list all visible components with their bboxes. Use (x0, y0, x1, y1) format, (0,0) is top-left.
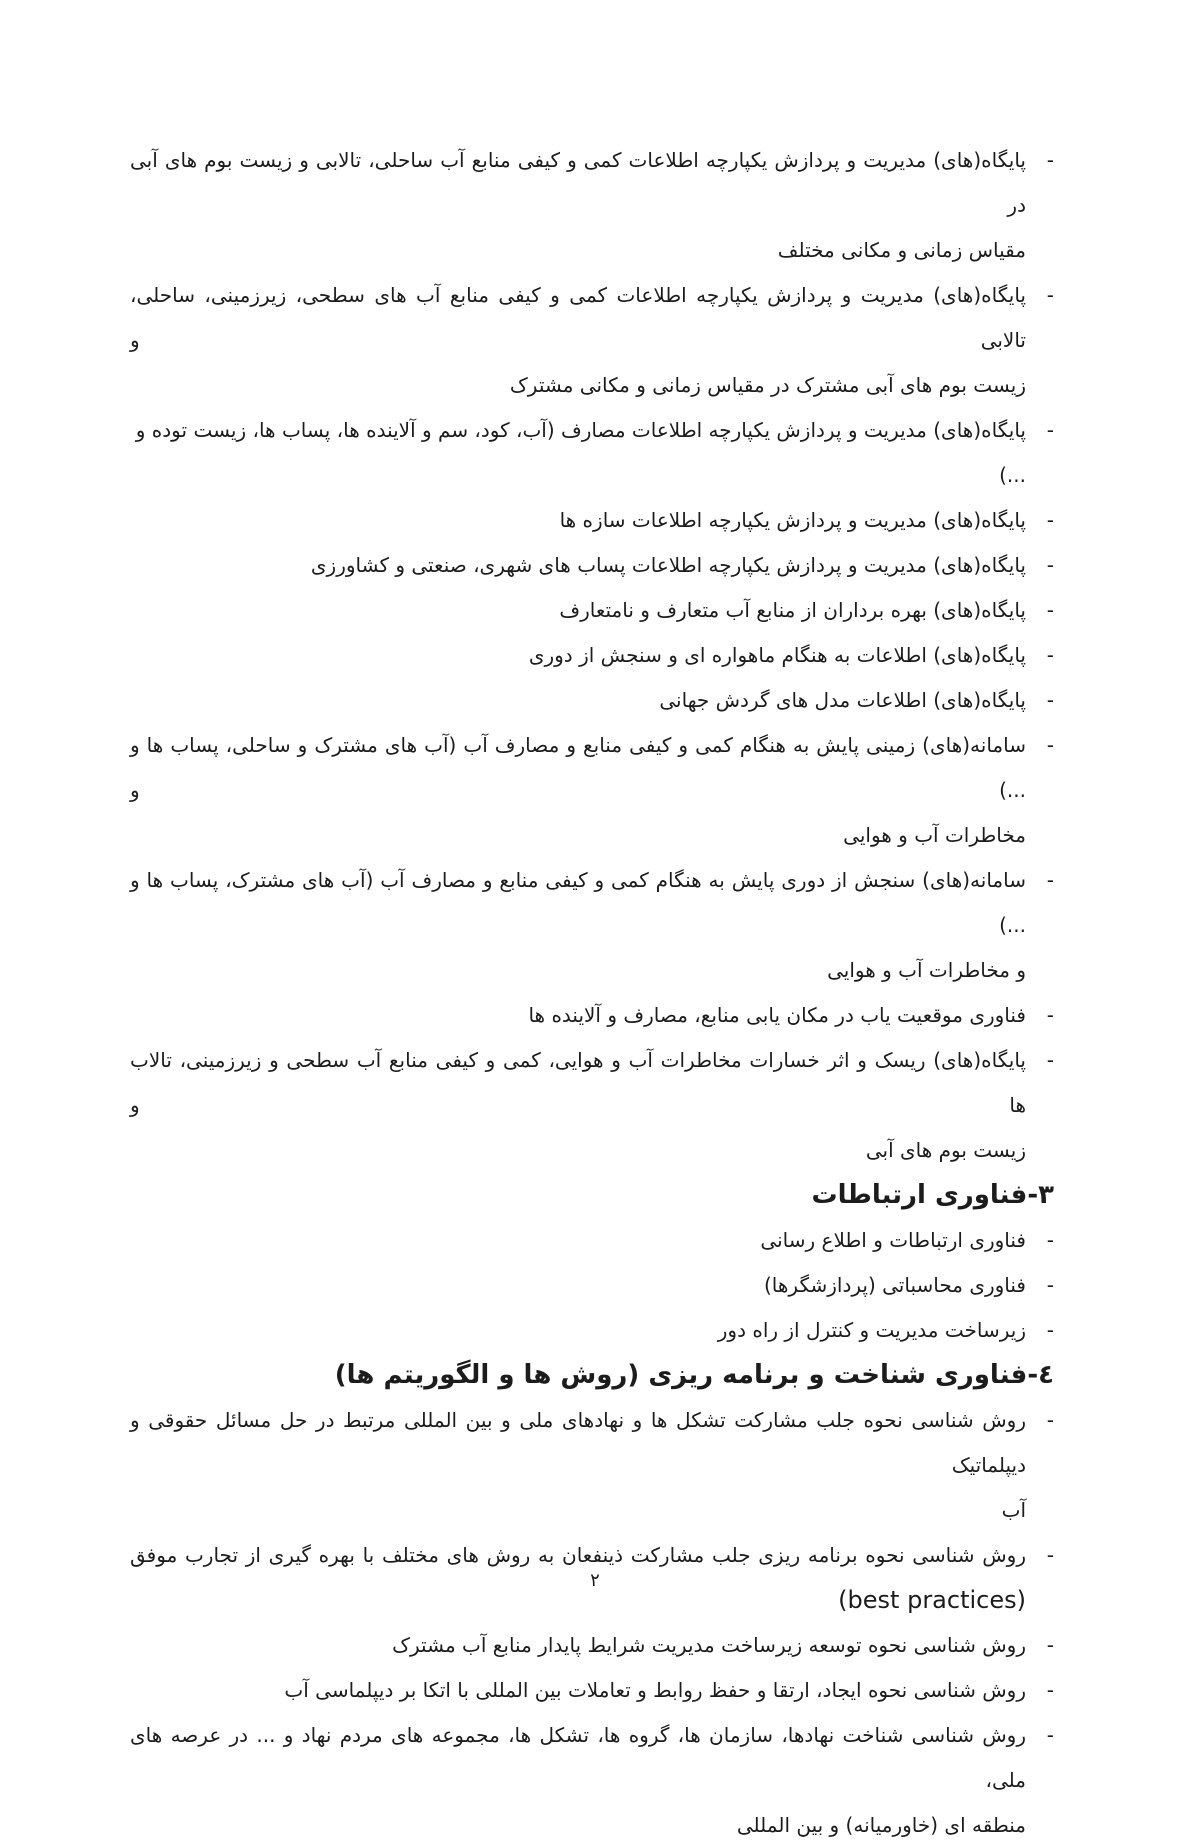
bullet-dash: - (1046, 1408, 1054, 1432)
text-line: روش شناسی شناخت نهادها، سازمان ها، گروه ها، تشکل ها، مجموعه های مردم نهاد و ... در عرصه های ملی، (130, 1723, 1026, 1792)
text-line: روش شناسی نحوه جلب مشارکت تشکل ها و نهادهای ملی و بین المللی مرتبط در حل مسائل حقوقی و دیپلماتیک (130, 1408, 1026, 1477)
text-line: پایگاه(های) اطلاعات به هنگام ماهواره ای و سنجش از دوری (528, 643, 1026, 667)
text-line: زیرساخت مدیریت و کنترل از راه دور (717, 1318, 1026, 1342)
text-line: زیست بوم های آبی مشترک در مقیاس زمانی و مکانی مشترک (509, 373, 1026, 397)
bullet-dash: - (1046, 598, 1054, 622)
text-line: فناوری موقعیت یاب در مکان یابی منابع، مصارف و آلاینده ها (528, 1003, 1026, 1027)
list-item (130, 633, 1060, 678)
page-number: ۲ (590, 1570, 600, 1591)
section-heading: ٤-فناوری شناخت و برنامه ریزی (روش ها و الگوریتم ها) (334, 1360, 1054, 1390)
bullet-dash: - (1046, 553, 1054, 577)
bullet-dash: - (1046, 733, 1054, 757)
bullet-dash: - (1046, 868, 1054, 892)
list-item (130, 138, 1060, 273)
text-line: سامانه(های) سنجش از دوری پایش به هنگام کمی و کیفی منابع و مصارف آب (آب های مشترک، پساب ها و ...) (130, 868, 1026, 937)
bullet-dash: - (1046, 643, 1054, 667)
text-line: روش شناسی نحوه ایجاد، ارتقا و حفظ روابط و تعاملات بین المللی با اتکا بر دیپلماسی آب (284, 1678, 1026, 1702)
bullet-dash: - (1046, 283, 1054, 307)
text-line: پایگاه(های) بهره برداران از منابع آب متعارف و نامتعارف (559, 598, 1026, 622)
list-item (130, 273, 1060, 408)
list-item (130, 1398, 1060, 1533)
bullet-dash: - (1046, 1048, 1054, 1072)
text-line: و مخاطرات آب و هوایی (827, 958, 1026, 982)
bullet-dash: - (1046, 418, 1054, 442)
bullet-dash: - (1046, 1318, 1054, 1342)
text-line: روش شناسی نحوه توسعه زیرساخت مدیریت شرایط پایدار منابع آب مشترک (392, 1633, 1026, 1657)
list-item (130, 498, 1060, 543)
text-line: پایگاه(های) ریسک و اثر خسارات مخاطرات آب و هوایی، کمی و کیفی منابع آب سطحی و زیرزمینی، تالاب ها و (130, 1048, 1026, 1117)
list-item (130, 723, 1060, 858)
bullet-dash: - (1046, 1723, 1054, 1747)
list-item (130, 1668, 1060, 1713)
list-item (130, 543, 1060, 588)
list-item (130, 678, 1060, 723)
list-item (130, 588, 1060, 633)
list-item (130, 1623, 1060, 1668)
list-item (130, 1713, 1060, 1848)
bullet-dash: - (1046, 1228, 1054, 1252)
text-line: پایگاه(های) اطلاعات مدل های گردش جهانی (659, 688, 1026, 712)
text-line: پایگاه(های) مدیریت و پردازش یکپارچه اطلاعات کمی و کیفی منابع آب های سطحی، زیرزمینی، ساحلی، تالابی و (130, 283, 1026, 352)
bullet-dash: - (1046, 508, 1054, 532)
bullet-dash: - (1046, 1543, 1054, 1567)
list-item (130, 993, 1060, 1038)
text-line: پایگاه(های) مدیریت و پردازش یکپارچه اطلاعات مصارف (آب، کود، سم و آلاینده ها، پساب ها، زیست توده و ...) (135, 418, 1026, 487)
bullet-dash: - (1046, 148, 1054, 172)
text-line: سامانه(های) زمینی پایش به هنگام کمی و کیفی منابع و مصارف آب (آب های مشترک و ساحلی، پساب ها و ...) و (130, 733, 1026, 802)
list-item (130, 1263, 1060, 1308)
text-line: منطقه ای (خاورمیانه) و بین المللی (736, 1813, 1026, 1837)
section-heading: ۳-فناوری ارتباطات (811, 1180, 1054, 1210)
bullet-dash: - (1046, 1678, 1054, 1702)
list-item (130, 1218, 1060, 1263)
bullet-dash: - (1046, 688, 1054, 712)
text-line: مخاطرات آب و هوایی (843, 823, 1026, 847)
text-line: پایگاه(های) مدیریت و پردازش یکپارچه اطلاعات سازه ها (559, 508, 1026, 532)
list-item (130, 1308, 1060, 1353)
text-line: زیست بوم های آبی (865, 1138, 1026, 1162)
text-line: فناوری ارتباطات و اطلاع رسانی (760, 1228, 1026, 1252)
text-line: (best practices) (838, 1586, 1026, 1614)
text-line: فناوری محاسباتی (پردازشگرها) (763, 1273, 1026, 1297)
text-line: آب (1001, 1498, 1026, 1522)
text-line: روش شناسی نحوه برنامه ریزی جلب مشارکت ذینفعان به روش های مختلف با بهره گیری از تجارب موفق (130, 1543, 1026, 1567)
list-item (130, 1038, 1060, 1173)
text-line: مقیاس زمانی و مکانی مختلف (777, 238, 1026, 262)
bullet-dash: - (1046, 1273, 1054, 1297)
list-item (130, 408, 1060, 498)
text-line: پایگاه(های) مدیریت و پردازش یکپارچه اطلاعات پساب های شهری، صنعتی و کشاورزی (310, 553, 1026, 577)
bullet-dash: - (1046, 1633, 1054, 1657)
bullet-dash: - (1046, 1003, 1054, 1027)
text-line: پایگاه(های) مدیریت و پردازش یکپارچه اطلاعات کمی و کیفی منابع آب ساحلی، تالابی و زیست بوم های آبی در (130, 148, 1026, 217)
list-item (130, 858, 1060, 993)
